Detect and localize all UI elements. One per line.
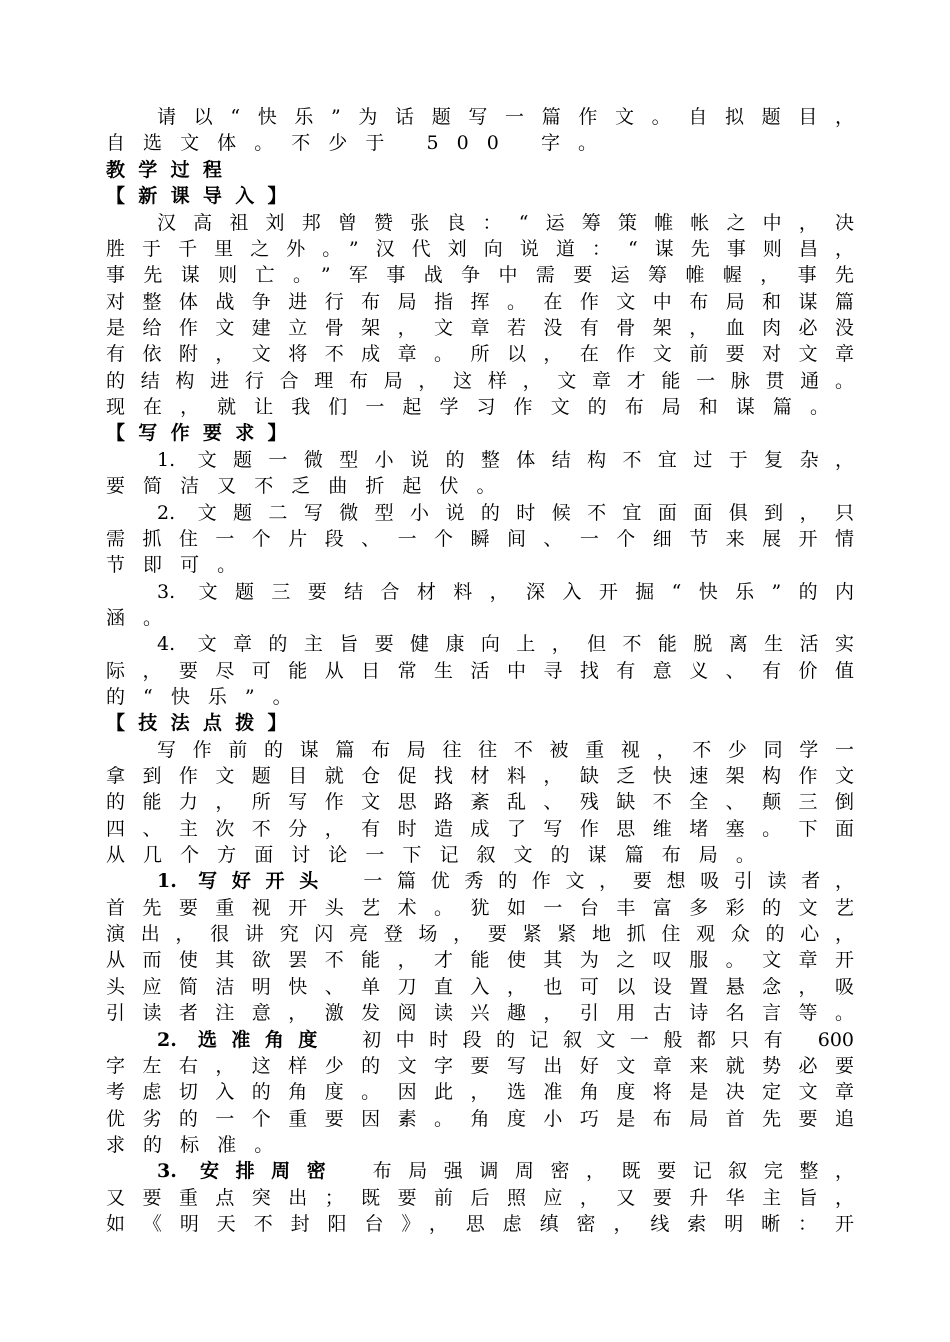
point-line: 从而使其欲罢不能，才能使其为之叹服。文章开 [106,949,854,971]
section-heading: 教学过程 [106,159,236,181]
tips-line: 四、主次不分，有时造成了写作思维堵塞。下面 [106,818,854,840]
point-text: 布局强调周密，既要记叙完整， [372,1160,854,1182]
requirement-line: 的“快乐”。 [106,686,310,708]
point-line: 引读者注意，激发阅读兴趣，引用古诗名言等。 [106,1002,854,1024]
section-heading: 【新课导入】 [106,185,300,207]
point-line: 首先要重视开头艺术。犹如一台丰富多彩的文艺 [106,897,854,919]
point-line: 求的标准。 [106,1134,292,1156]
point-term: 3. 安排周密 [157,1160,343,1182]
requirement-line: 4. 文章的主旨要健康向上，但不能脱离生活实 [157,633,854,655]
point-line [157,1027,854,1053]
point-line: 如《明天不封阳台》，思虑缜密，线索明晰：开 [106,1213,854,1235]
point-line: 又要重点突出；既要前后照应，又要升华主旨， [106,1187,854,1209]
point-line: 考虑切入的角度。因此，选准角度将是决定文章 [106,1081,854,1103]
intro-line: 事先谋则亡。”军事战争中需要运筹帷幄，事先 [106,264,854,286]
point-line: 演出，很讲究闪亮登场，要紧紧地抓住观众的心， [106,923,854,945]
requirement-line: 要简洁又不乏曲折起伏。 [106,475,514,497]
point-term: 2. 选准角度 [157,1029,332,1051]
point-term: 1. 写好开头 [157,870,333,892]
intro-line: 是给作文建立骨架，文章若没有骨架，血肉必没 [106,317,854,339]
requirement-line: 1. 文题一微型小说的整体结构不宜过于复杂， [157,449,854,471]
requirement-line: 3. 文题三要结合材料，深入开掘“快乐”的内 [157,581,854,603]
tips-line: 从几个方面讨论一下记叙文的谋篇布局。 [106,844,773,866]
topic-line: 请以“快乐”为话题写一篇作文。自拟题目， [157,106,854,128]
intro-line: 有依附，文将不成章。所以，在作文前要对文章 [106,343,854,365]
intro-line: 的结构进行合理布局，这样，文章才能一脉贯通。 [106,370,854,392]
requirement-line: 涵。 [106,607,181,629]
point-line: 字左右，这样少的文字要写出好文章来就势必要 [106,1055,854,1077]
point-line: 优劣的一个重要因素。角度小巧是布局首先要追 [106,1108,854,1130]
topic-line: 自选文体。不少于 500 字。 [106,132,616,154]
point-line [157,868,854,894]
intro-line: 汉高祖刘邦曾赞张良：“运筹策帷帐之中，决 [157,212,854,234]
tips-line: 拿到作文题目就仓促找材料，缺乏快速架构作文 [106,765,854,787]
requirement-line: 2. 文题二写微型小说的时候不宜面面俱到，只 [157,502,854,524]
requirement-line: 际，要尽可能从日常生活中寻找有意义、有价值 [106,660,854,682]
tips-line: 写作前的谋篇布局往往不被重视，不少同学一 [157,739,854,761]
section-heading: 【技法点拨】 [106,712,300,734]
section-heading: 【写作要求】 [106,422,300,444]
point-line [157,1158,854,1184]
intro-line: 胜于千里之外。”汉代刘向说道：“谋先事则昌， [106,238,854,260]
point-text: 初中时段的记叙文一般都只有 600 [362,1029,854,1051]
tips-line: 的能力，所写作文思路紊乱、残缺不全、颠三倒 [106,791,854,813]
point-text: 一篇优秀的作文，要想吸引读者， [363,870,854,892]
intro-line: 对整体战争进行布局指挥。在作文中布局和谋篇 [106,291,854,313]
requirement-line: 需抓住一个片段、一个瞬间、一个细节来展开情 [106,528,854,550]
requirement-line: 节即可。 [106,554,255,576]
intro-line: 现在，就让我们一起学习作文的布局和谋篇。 [106,396,848,418]
point-line: 头应简洁明快、单刀直入，也可以设置悬念，吸 [106,976,854,998]
